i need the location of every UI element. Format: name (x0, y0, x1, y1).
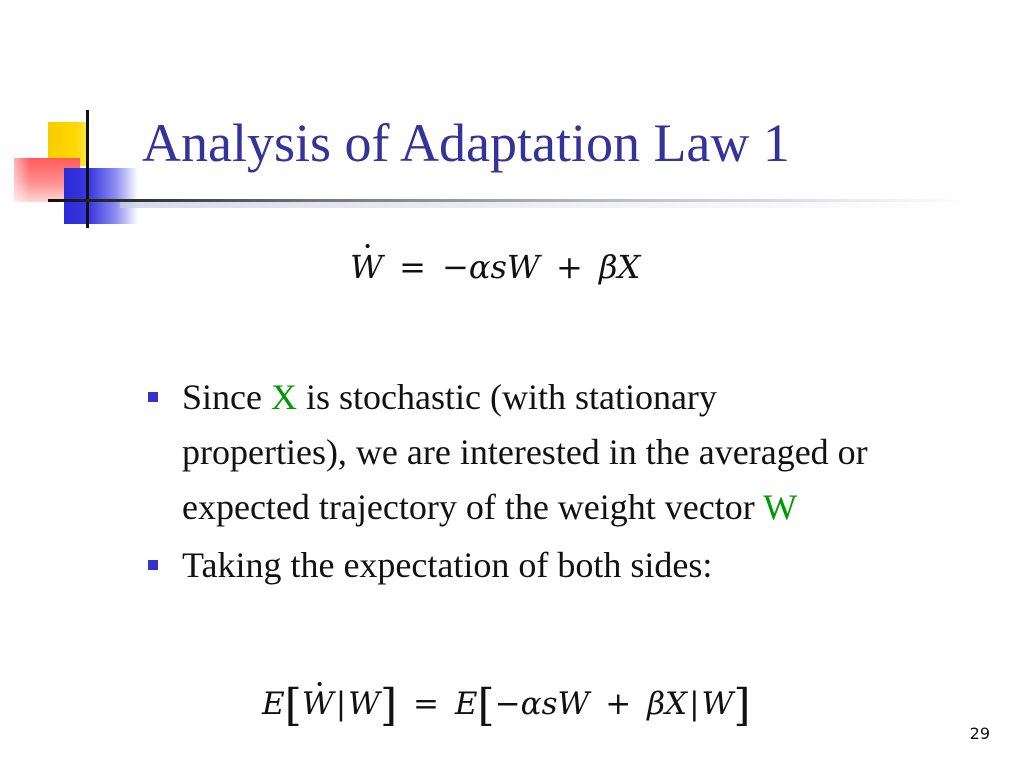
logo-red-fade (0, 158, 30, 202)
w-symbol: W (701, 686, 734, 722)
equals-sign: = (413, 686, 440, 722)
bullet-item-stochastic (146, 370, 886, 535)
logo-blue-block (64, 168, 138, 224)
right-bracket: ] (733, 680, 751, 731)
w-symbol: W (348, 686, 381, 722)
bullet-item-expectation (146, 538, 886, 593)
equation-term-2: βX (647, 686, 688, 722)
highlight-x: X (270, 377, 297, 417)
bullet-marker (148, 560, 158, 570)
equation-term-1: −αsW (494, 686, 590, 722)
w-dot-symbol: W (350, 248, 383, 286)
equation-term-2: βX (598, 248, 641, 286)
plus-sign: + (605, 686, 632, 722)
equation-term-1: −αsW (442, 248, 540, 286)
highlight-w: W (763, 487, 798, 527)
left-bracket: [ (284, 680, 302, 731)
bullet-text-pre: Since (182, 377, 271, 417)
expectation-operator: E (262, 686, 285, 722)
conditional-bar: | (689, 686, 700, 722)
right-bracket: ] (380, 680, 398, 731)
w-dot-symbol: W (301, 686, 334, 722)
bullet-text: Taking the expectation of both sides: (182, 545, 713, 585)
bullet-marker (148, 392, 158, 402)
conditional-bar: | (335, 686, 347, 722)
page-number: 29 (969, 724, 990, 743)
logo-vertical-line (86, 110, 89, 228)
equals-sign: = (399, 248, 426, 286)
slide-title: Analysis of Adaptation Law 1 (142, 113, 790, 173)
title-underline-shadow (120, 202, 968, 208)
equation-expectation (262, 680, 751, 731)
plus-sign: + (555, 248, 583, 286)
left-bracket: [ (477, 680, 495, 731)
bullet-list (146, 370, 886, 596)
bullet-text-mid: is stochastic (with stationary properties), we are interested in the averaged or expected trajectory of the weight vector (182, 377, 868, 527)
equation-adaptation-law (350, 248, 640, 286)
expectation-operator: E (454, 686, 478, 722)
